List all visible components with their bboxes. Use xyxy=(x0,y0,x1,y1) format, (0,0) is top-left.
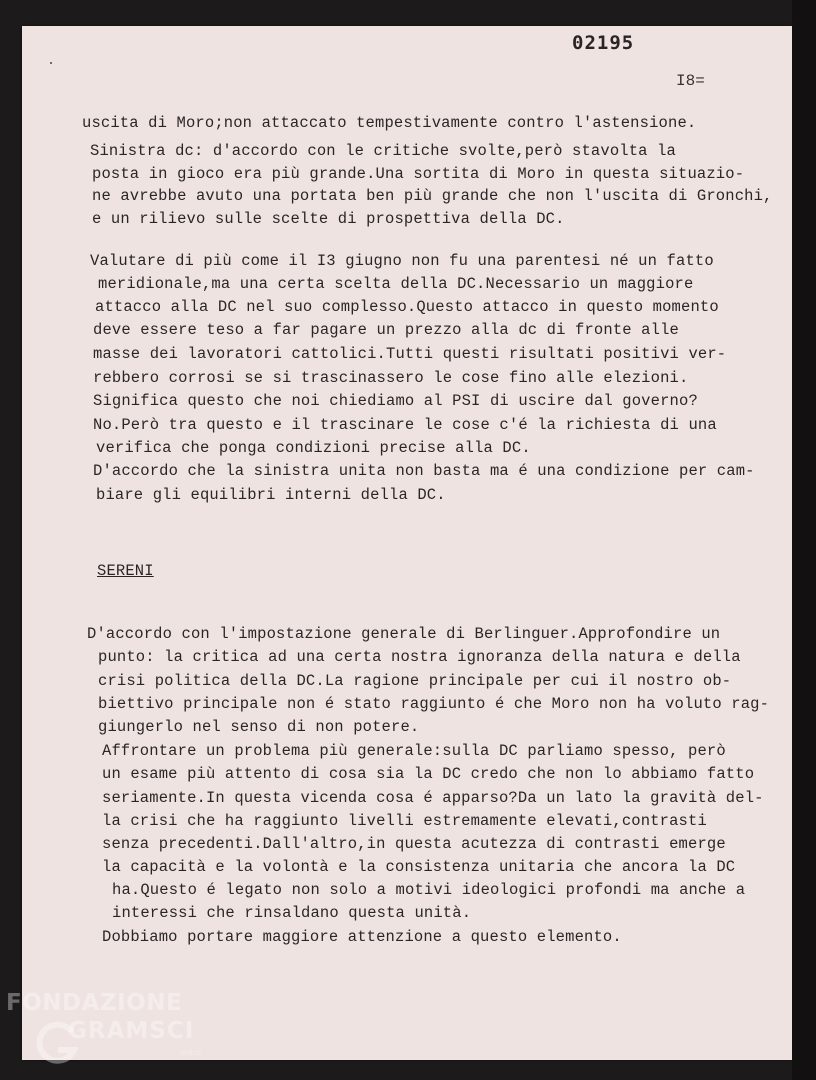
speaker-heading: SERENI xyxy=(97,562,154,580)
text-line: deve essere teso a far pagare un prezzo alla dc di fronte alle xyxy=(93,321,679,339)
text-line: la capacità e la volontà e la consistenza unitaria che ancora la DC xyxy=(102,858,736,876)
text-line: senza precedenti.Dall'altro,in questa acutezza di contrasti emerge xyxy=(102,835,726,853)
text-line: biettivo principale non é stato raggiunto é che Moro non ha voluto rag- xyxy=(98,695,770,713)
watermark-line2: GRAMSCI xyxy=(68,1018,195,1044)
text-line: Sinistra dc: d'accordo con le critiche svolte,però stavolta la xyxy=(90,142,676,160)
text-line: masse dei lavoratori cattolici.Tutti questi risultati positivi ver- xyxy=(93,345,727,363)
text-line: un esame più attento di cosa sia la DC credo che non lo abbiamo fatto xyxy=(102,765,755,783)
text-line: la crisi che ha raggiunto livelli estremamente elevati,contrasti xyxy=(102,812,707,830)
page-number: I8= xyxy=(676,72,705,90)
text-line: uscita di Moro;non attaccato tempestivamente contro l'astensione. xyxy=(82,114,697,132)
text-line: Valutare di più come il I3 giugno non fu una parentesi né un fatto xyxy=(90,252,714,270)
text-line: e un rilievo sulle scelte di prospettiva della DC. xyxy=(92,210,565,228)
text-line: attacco alla DC nel suo complesso.Questo attacco in questo momento xyxy=(95,298,719,316)
text-line: Significa questo che noi chiediamo al PSI di uscire dal governo? xyxy=(93,392,698,410)
text-line: D'accordo con l'impostazione generale di Berlinguer.Approfondire un xyxy=(87,625,721,643)
text-line: ha.Questo é legato non solo a motivi ideologici profondi ma anche a xyxy=(112,881,746,899)
paper-speck xyxy=(50,62,52,64)
text-line: Affrontare un problema più generale:sulla DC parliamo spesso, però xyxy=(102,742,726,760)
text-line: ne avrebbe avuto una portata ben più grande che non l'uscita di Gronchi, xyxy=(92,187,773,205)
text-line: biare gli equilibri interni della DC. xyxy=(96,486,446,504)
text-line: giungerlo nel senso di non potere. xyxy=(98,718,420,736)
text-line: seriamente.In questa vicenda cosa é apparso?Da un lato la gravità del- xyxy=(102,789,764,807)
watermark-suffix: onlus xyxy=(180,1048,202,1057)
text-line: posta in gioco era più grande.Una sortita di Moro in questa situazio- xyxy=(92,165,745,183)
text-line: punto: la critica ad una certa nostra ignoranza della natura e della xyxy=(98,648,741,666)
text-line: meridionale,ma una certa scelta della DC.Necessario un maggiore xyxy=(98,275,694,293)
document-number: 02195 xyxy=(572,32,635,54)
scan-border xyxy=(792,0,816,1080)
text-line: interessi che rinsaldano questa unità. xyxy=(112,904,472,922)
watermark-logo xyxy=(4,990,204,1070)
text-line: crisi politica della DC.La ragione principale per cui il nostro ob- xyxy=(98,672,732,690)
text-line: rebbero corrosi se si trascinassero le cose fino alle elezioni. xyxy=(93,369,689,387)
text-line: Dobbiamo portare maggiore attenzione a questo elemento. xyxy=(102,928,622,946)
watermark-line1: FONDAZIONE xyxy=(6,990,183,1016)
text-line: verifica che ponga condizioni precise alla DC. xyxy=(96,439,531,457)
text-line: D'accordo che la sinistra unita non basta ma é una condizione per cam- xyxy=(93,462,755,480)
text-line: No.Però tra questo e il trascinare le cose c'é la richiesta di una xyxy=(93,416,717,434)
